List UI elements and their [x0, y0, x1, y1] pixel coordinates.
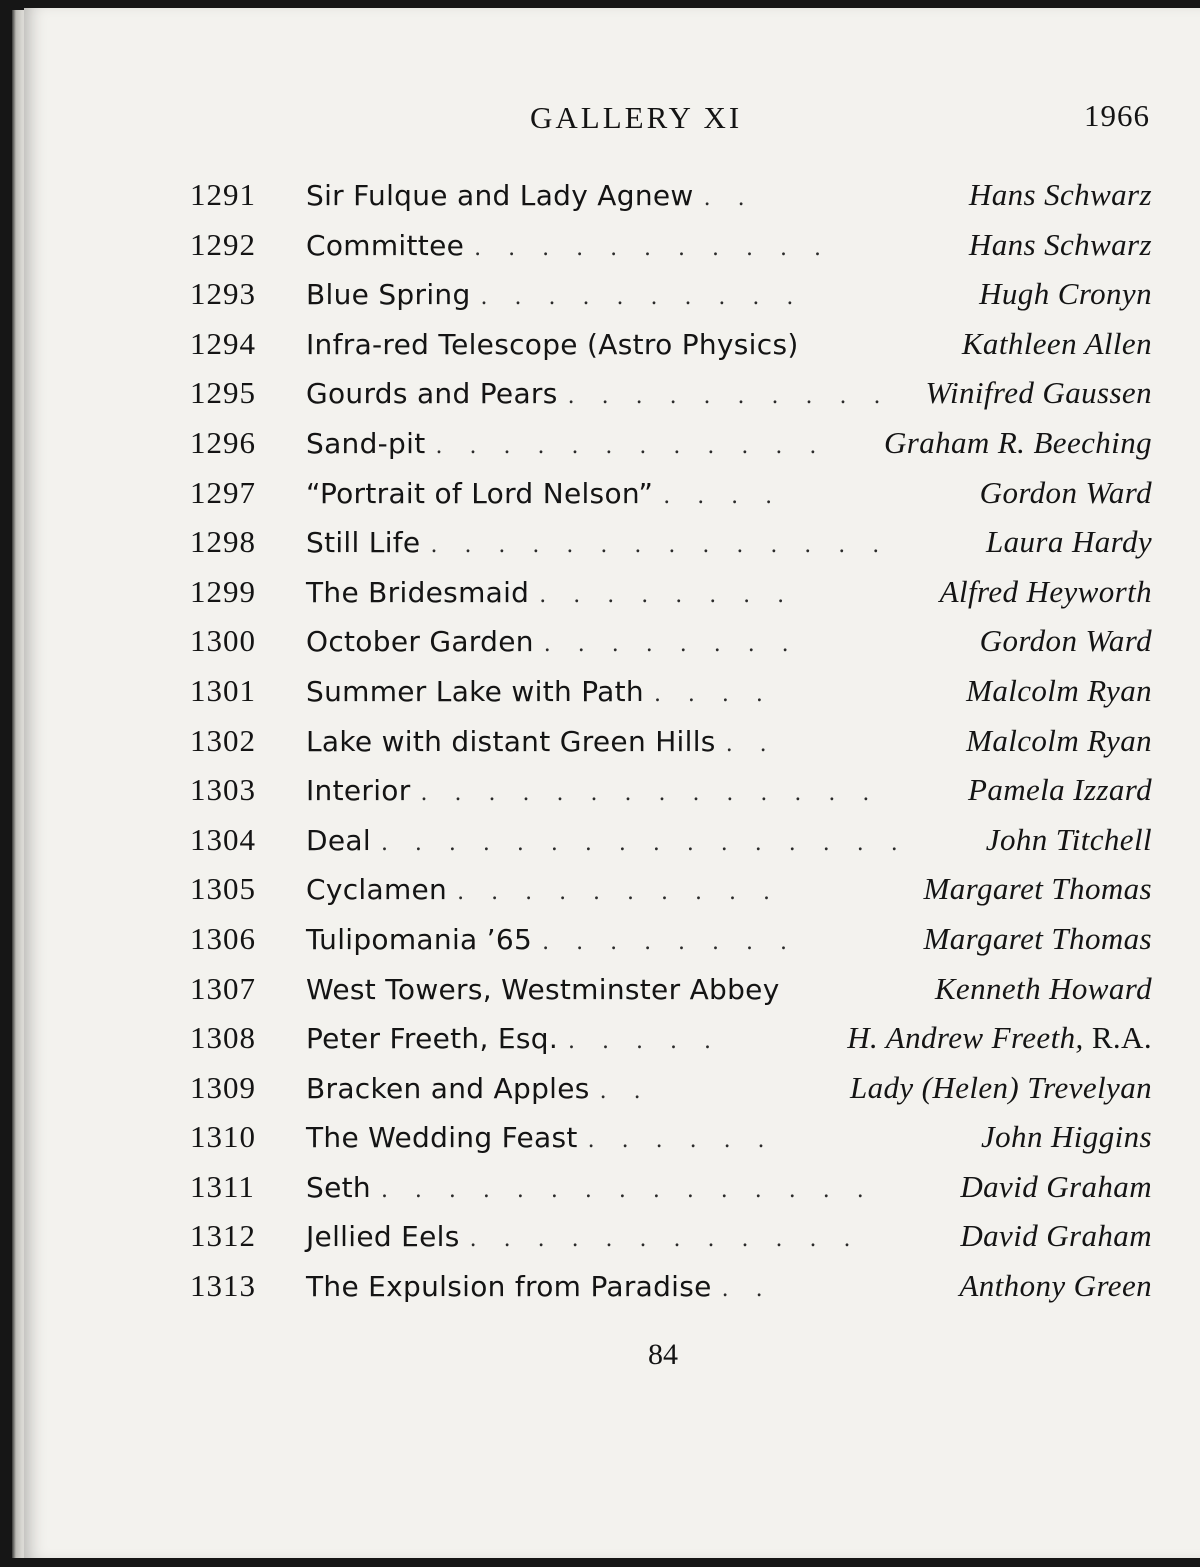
entry-artist: [925, 368, 1152, 418]
artist-name: Gordon Ward: [979, 474, 1152, 510]
entry-number: 1301: [190, 672, 256, 708]
entry-artist: [980, 468, 1152, 518]
dot-leader: . . . . . . . . . . . . . . . .: [380, 830, 908, 856]
entry-number: 1310: [190, 1119, 256, 1155]
entry-body: [306, 1211, 1152, 1265]
entry-body: [306, 1261, 1152, 1315]
entry-title: Sand-pit: [306, 426, 426, 460]
entry-artist: [979, 269, 1152, 319]
artist-name: Margaret Thomas: [923, 871, 1152, 907]
page-number: 84: [648, 1338, 678, 1371]
entry-number: 1296: [190, 424, 256, 460]
dot-leader: . .: [725, 731, 777, 757]
entry-title: Blue Spring: [306, 278, 471, 312]
artist-name: H. Andrew Freeth,: [847, 1020, 1084, 1056]
catalogue-entry: [190, 914, 1152, 964]
catalogue-entry: [190, 1112, 1152, 1162]
entry-number: 1291: [190, 177, 256, 212]
entry-title: Sir Fulque and Lady Agnew: [306, 179, 694, 212]
catalogue-entry: [190, 616, 1152, 666]
artist-name: Laura Hardy: [985, 524, 1152, 560]
dot-leader: . . . . . . . . . .: [567, 384, 891, 410]
dot-leader: . . . . . . . . . . . .: [469, 1227, 861, 1253]
entry-title: Tulipomania ’65: [306, 922, 533, 956]
entry-artist: [960, 1211, 1152, 1261]
dot-leader: . . . . .: [568, 1029, 721, 1055]
entry-title: West Towers, Westminster Abbey: [306, 972, 780, 1006]
entry-number: 1293: [190, 276, 256, 312]
entry-body: [306, 864, 1152, 918]
entry-title: “Portrait of Lord Nelson”: [306, 476, 654, 510]
entry-number: 1297: [190, 474, 256, 510]
entry-number: 1311: [190, 1168, 255, 1204]
entry-artist: [966, 666, 1152, 716]
entry-body: [306, 468, 1152, 522]
entry-title: The Expulsion from Paradise: [306, 1270, 712, 1304]
dot-leader: . . . . . . . . . . . . . . .: [380, 1177, 874, 1203]
entry-title: Gourds and Pears: [306, 377, 558, 411]
entry-artist: [969, 220, 1152, 270]
entry-number: 1304: [190, 821, 256, 857]
artist-name: Kathleen Allen: [961, 325, 1152, 361]
dot-leader: . . . . . . . . . . .: [474, 235, 831, 261]
dot-leader: . . . . . . . .: [543, 632, 799, 658]
entry-number: 1298: [190, 524, 256, 560]
dot-leader: . . . . . . . .: [542, 929, 798, 955]
dot-leader: . . . . . . . . . . . . . .: [430, 533, 890, 559]
entry-body: [306, 368, 1152, 422]
catalogue-entry: [190, 716, 1152, 766]
entry-body: [306, 666, 1152, 720]
entry-body: [306, 269, 1152, 323]
entry-number: 1305: [190, 871, 256, 907]
entry-body: [306, 319, 1152, 370]
entry-body: [306, 418, 1152, 472]
catalogue-entry: [190, 269, 1152, 319]
entry-artist: [847, 1013, 1152, 1063]
entry-artist: [850, 1063, 1152, 1113]
artist-name: John Higgins: [981, 1119, 1152, 1155]
entry-title: The Bridesmaid: [306, 575, 530, 609]
entry-title: Infra-red Telescope (Astro Physics): [306, 327, 799, 361]
catalogue-entry: [190, 1162, 1152, 1212]
entry-number: 1307: [190, 970, 256, 1006]
dot-leader: . . . . . . . . . . . . . .: [420, 781, 880, 807]
artist-name: Malcolm Ryan: [966, 672, 1152, 708]
catalogue-entry: [190, 1211, 1152, 1261]
entry-title: October Garden: [306, 625, 534, 659]
entry-title: Lake with distant Green Hills: [306, 724, 716, 758]
entry-title: Seth: [306, 1170, 371, 1204]
catalogue-entry: [190, 1063, 1152, 1113]
entry-body: [306, 765, 1152, 819]
dot-leader: . . . . . . . . . . . .: [435, 433, 827, 459]
artist-name: Lady (Helen) Trevelyan: [849, 1069, 1152, 1105]
artist-name: Hugh Cronyn: [979, 276, 1152, 312]
entry-title: Peter Freeth, Esq.: [306, 1022, 559, 1056]
entry-number: 1300: [190, 623, 256, 659]
entry-number: 1312: [190, 1218, 256, 1254]
catalogue-entry: [190, 964, 1152, 1014]
artist-name: Margaret Thomas: [923, 920, 1152, 956]
artist-name: John Titchell: [985, 821, 1152, 857]
entry-artist: [962, 319, 1152, 369]
artist-name: Hans Schwarz: [968, 226, 1152, 262]
dot-leader: . .: [703, 186, 755, 211]
entry-title: Committee: [306, 228, 465, 262]
entry-number: 1302: [190, 722, 256, 758]
artist-name: Pamela Izzard: [967, 772, 1152, 808]
artist-name: Malcolm Ryan: [966, 722, 1152, 758]
catalogue-page: [24, 8, 1200, 1558]
artist-name: Anthony Green: [959, 1268, 1152, 1304]
entry-body: [306, 517, 1152, 571]
dot-leader: . . . .: [663, 483, 783, 509]
artist-name: Kenneth Howard: [934, 970, 1152, 1006]
entry-number: 1295: [190, 375, 256, 411]
catalogue-entry: [190, 666, 1152, 716]
entry-body: [306, 170, 1152, 224]
entry-number: 1306: [190, 920, 256, 956]
catalogue-entry: [190, 1013, 1152, 1063]
entry-number: 1313: [190, 1268, 256, 1304]
catalogue-entry: [190, 418, 1152, 468]
catalogue-entry: [190, 468, 1152, 518]
entry-body: [306, 1013, 1152, 1067]
entry-number: 1294: [190, 325, 256, 361]
dot-leader: . . . . . . . . . .: [457, 880, 780, 906]
entry-body: [306, 616, 1152, 670]
entry-body: [306, 1112, 1152, 1166]
catalogue-entry: [190, 517, 1152, 567]
artist-name: David Graham: [960, 1168, 1152, 1204]
catalogue-entry: [190, 170, 1152, 220]
entry-body: [306, 1063, 1152, 1117]
entry-title: Deal: [306, 823, 371, 857]
entry-artist: [924, 914, 1152, 964]
catalogue-entry: [190, 319, 1152, 369]
entry-body: [306, 964, 1152, 1015]
entry-title: Still Life: [306, 526, 421, 560]
entry-body: [306, 716, 1152, 770]
entry-artist: [969, 170, 1152, 220]
entry-title: The Wedding Feast: [306, 1121, 578, 1155]
entry-artist: [968, 765, 1152, 815]
entry-body: [306, 1162, 1152, 1216]
entry-artist: [935, 964, 1152, 1014]
entry-number: 1303: [190, 772, 256, 808]
catalogue-entry: [190, 220, 1152, 270]
entry-artist: [980, 616, 1152, 666]
artist-name: Winifred Gaussen: [925, 375, 1152, 411]
artist-name: Graham R. Beeching: [883, 424, 1152, 460]
catalogue-entry: [190, 815, 1152, 865]
artist-name: Alfred Heyworth: [939, 573, 1152, 609]
entry-title: Interior: [306, 774, 411, 808]
dot-leader: . .: [599, 1078, 651, 1104]
dot-leader: . . . .: [653, 681, 773, 707]
catalogue-entry: [190, 765, 1152, 815]
entry-artist: [960, 1162, 1152, 1212]
catalogue-entry: [190, 864, 1152, 914]
entry-body: [306, 220, 1152, 274]
catalogue-entry: [190, 567, 1152, 617]
artist-name: Gordon Ward: [979, 623, 1152, 659]
entry-number: 1308: [190, 1020, 256, 1056]
entry-artist: [981, 1112, 1152, 1162]
catalogue-list: [190, 170, 1152, 1311]
entry-body: [306, 567, 1152, 621]
entry-number: 1292: [190, 226, 256, 262]
running-head-year: 1966: [1084, 98, 1150, 133]
artist-name: David Graham: [960, 1218, 1152, 1254]
entry-artist: [966, 716, 1152, 766]
dot-leader: . . . . . . . .: [539, 582, 795, 608]
entry-body: [306, 815, 1152, 869]
dot-leader: . . . . . .: [587, 1128, 775, 1154]
catalogue-entry: [190, 368, 1152, 418]
entry-title: Bracken and Apples: [306, 1071, 590, 1105]
catalogue-entry: [190, 1261, 1152, 1311]
artist-honorific: R.A.: [1083, 1020, 1152, 1056]
entry-number: 1309: [190, 1069, 256, 1105]
entry-title: Summer Lake with Path: [306, 674, 644, 708]
entry-artist: [940, 567, 1152, 617]
entry-title: Jellied Eels: [306, 1220, 460, 1254]
dot-leader: . . . . . . . . . .: [480, 285, 804, 311]
entry-artist: [884, 418, 1152, 468]
entry-title: Cyclamen: [306, 873, 448, 907]
running-head-title: GALLERY XI: [530, 100, 743, 135]
entry-artist: [959, 1261, 1152, 1311]
entry-artist: [986, 815, 1152, 865]
entry-body: [306, 914, 1152, 968]
artist-name: Hans Schwarz: [968, 177, 1152, 212]
entry-artist: [986, 517, 1152, 567]
dot-leader: . .: [721, 1277, 773, 1303]
entry-number: 1299: [190, 573, 256, 609]
entry-artist: [924, 864, 1152, 914]
